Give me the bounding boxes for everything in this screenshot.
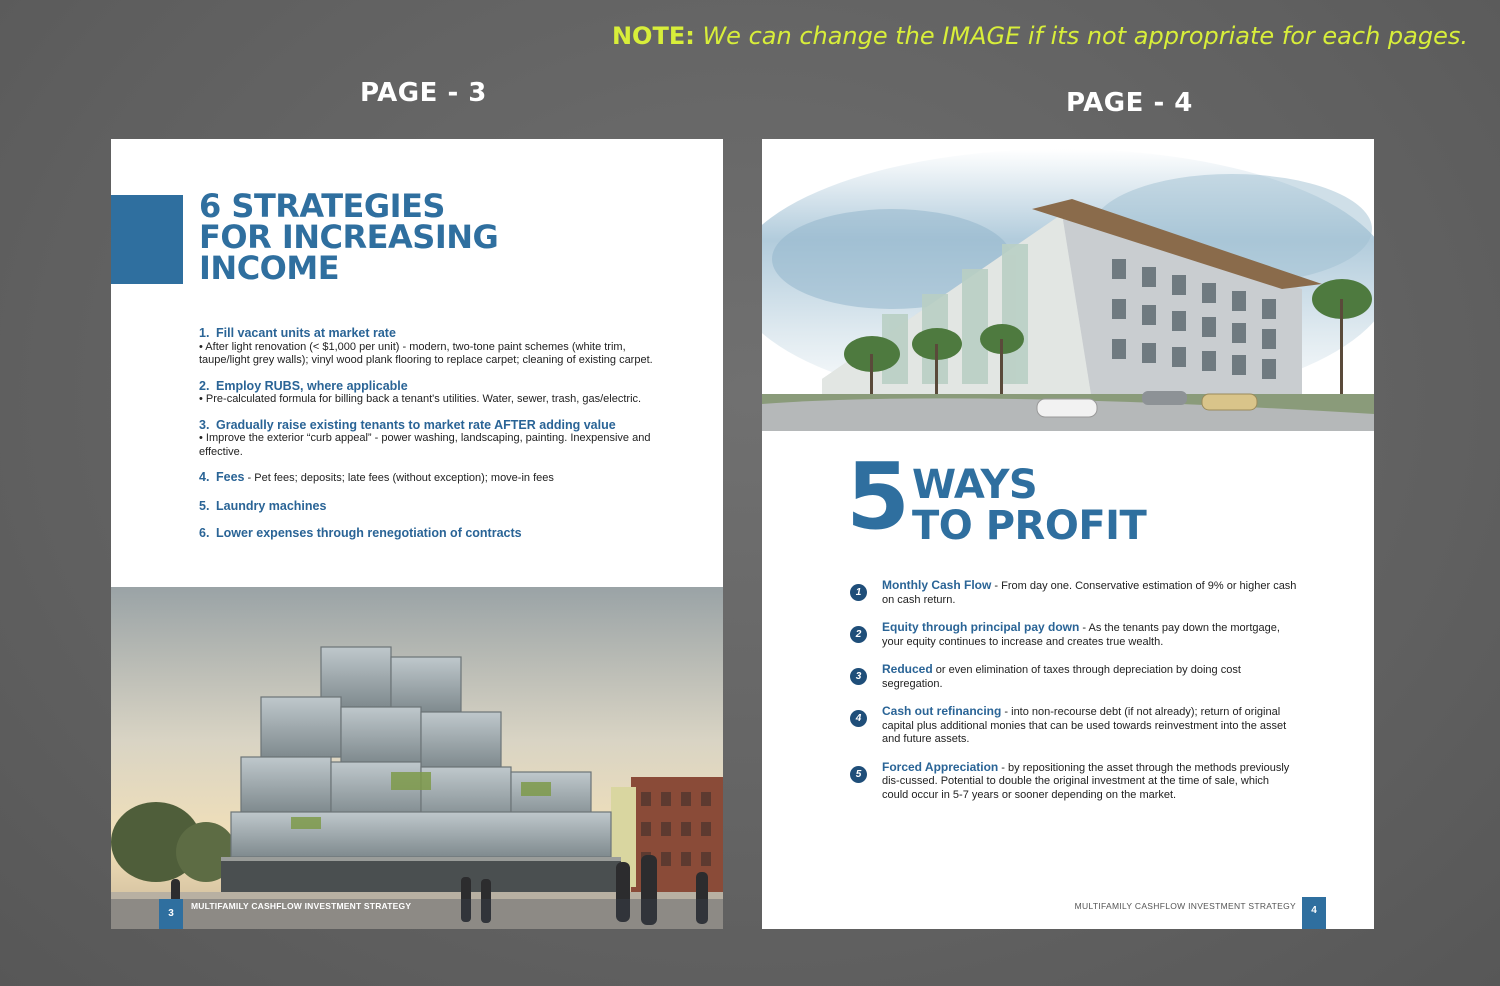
page-3-label: PAGE - 3 — [360, 78, 487, 108]
profit-item — [848, 761, 1298, 803]
profit-heading: Equity through principal pay down — [882, 620, 1080, 634]
page-4-label: PAGE - 4 — [1066, 88, 1193, 118]
title-line: WAYS — [912, 462, 1038, 508]
number-circle-icon: 2 — [850, 626, 867, 643]
title-accent-block — [111, 195, 183, 284]
title-line: 6 STRATEGIES — [199, 187, 445, 225]
strategy-item — [199, 527, 669, 541]
strategy-number: 4. — [199, 470, 210, 484]
page-3-title — [199, 187, 599, 287]
profit-body: - by repositioning the asset through the methods previously dis-cussed. Potential to double the original investment at the time of sale, which could occur in 5-7 years or sooner depending on the market. — [882, 761, 1290, 801]
number-circle-icon: 1 — [850, 584, 867, 601]
strategy-body: • Improve the exterior “curb appeal” - power washing, landscaping, painting. Inexpensive and effective. — [199, 432, 651, 458]
number-circle-icon: 3 — [850, 668, 867, 685]
profit-item — [848, 579, 1298, 607]
note — [612, 22, 1468, 50]
profit-item — [848, 663, 1298, 691]
profit-heading: Cash out refinancing — [882, 704, 1002, 718]
strategy-body: • After light renovation (< $1,000 per unit) - modern, two-tone paint schemes (white trim, taupe/light grey walls); vinyl wood plank flooring to replace carpet; cleaning of existing carpet. — [199, 340, 653, 366]
strategy-item — [199, 327, 669, 368]
big-number: 5 — [846, 443, 911, 550]
note-label: NOTE: — [611, 22, 695, 50]
strategy-heading: Lower expenses through renegotiation of contracts — [216, 526, 522, 540]
page-4-title — [912, 462, 1147, 549]
profit-heading: Reduced — [882, 662, 933, 676]
profit-heading: Monthly Cash Flow — [882, 578, 992, 592]
strategy-heading: Laundry machines — [216, 498, 327, 513]
page-number-badge: 3 — [159, 899, 183, 929]
strategy-number: 5. — [199, 498, 210, 513]
note-text: We can change the IMAGE if its not appropriate for each pages. — [702, 22, 1468, 50]
strategy-item — [199, 419, 669, 460]
profit-body: or even elimination of taxes through depreciation by doing cost segregation. — [882, 664, 1241, 690]
number-circle-icon: 5 — [850, 766, 867, 783]
strategy-body: - Pet fees; deposits; late fees (without exception); move-in fees — [244, 472, 554, 484]
strategy-heading: Fees — [216, 470, 245, 484]
title-line: TO PROFIT — [912, 503, 1147, 549]
strategy-number: 1. — [199, 326, 210, 340]
strategy-number: 3. — [199, 417, 210, 432]
strategy-heading: Employ RUBS, where applicable — [216, 378, 408, 393]
page-3 — [111, 139, 723, 929]
strategy-body: • Pre-calculated formula for billing back a tenant's utilities. Water, sewer, trash, gas/electric. — [199, 393, 642, 405]
strategies-list — [199, 327, 669, 555]
profit-body: - From day one. Conservative estimation of 9% or higher cash on cash return. — [882, 580, 1297, 606]
strategy-item — [199, 380, 669, 407]
profit-item — [848, 621, 1298, 649]
strategy-number: 6. — [199, 526, 210, 540]
building-photo — [111, 587, 723, 929]
footer-text: MULTIFAMILY CASHFLOW INVESTMENT STRATEGY — [191, 901, 412, 911]
title-line: FOR INCREASING — [199, 218, 499, 256]
page-4 — [762, 139, 1374, 929]
title-line: INCOME — [199, 249, 340, 287]
profit-body: - into non-recourse debt (if not already); return of original capital plus additional monies that can be used towards reinvestment into the asset and future assets. — [882, 706, 1287, 745]
profit-heading: Forced Appreciation — [882, 759, 999, 774]
strategy-number: 2. — [199, 378, 210, 393]
page-number-badge: 4 — [1302, 897, 1326, 929]
strategy-heading: Fill vacant units at market rate — [216, 326, 396, 340]
profit-item — [848, 705, 1298, 747]
building-rendering — [762, 139, 1374, 431]
strategy-item — [199, 500, 669, 514]
profit-body: - As the tenants pay down the mortgage, your equity continues to increase and creates true wealth. — [882, 622, 1280, 648]
strategy-heading: Gradually raise existing tenants to market rate AFTER adding value — [216, 417, 616, 432]
footer-text: MULTIFAMILY CASHFLOW INVESTMENT STRATEGY — [1074, 901, 1296, 911]
profit-list — [848, 579, 1298, 816]
strategy-item — [199, 471, 669, 486]
number-circle-icon: 4 — [850, 710, 867, 727]
